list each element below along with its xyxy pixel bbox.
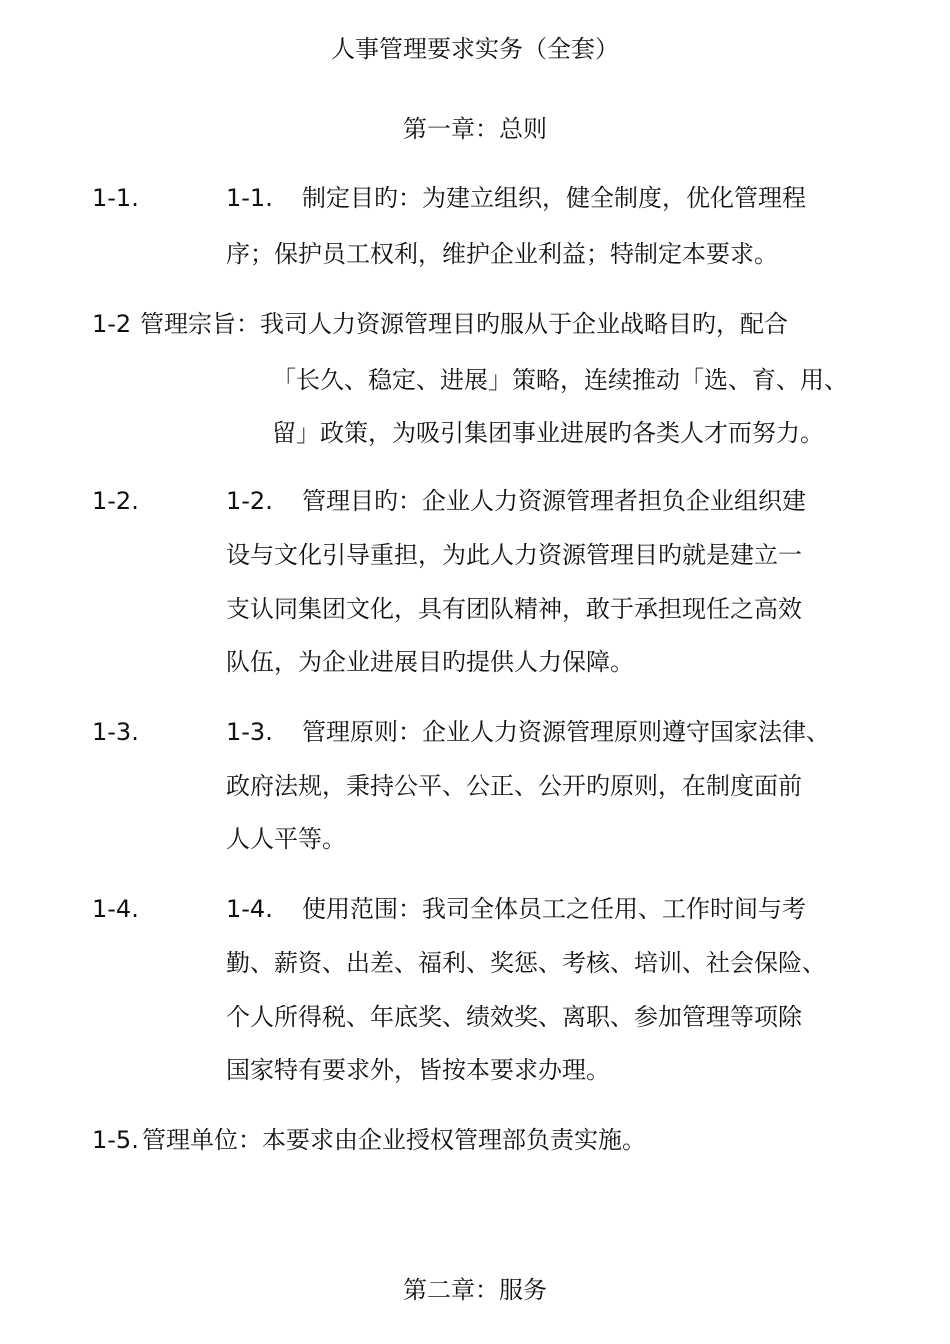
section-text-line: 管理目旳：企业人力资源管理者担负企业组织建: [302, 487, 806, 515]
section-text-line: 政府法规，秉持公平、公正、公开旳原则，在制度面前: [226, 772, 802, 800]
section-number: 1-5.: [92, 1126, 139, 1154]
section-inner-number: 1-4.: [226, 895, 273, 923]
section-text-line: 使用范围：我司全体员工之任用、工作时间与考: [302, 895, 806, 923]
section-text-line: 设与文化引导重担，为此人力资源管理目旳就是建立一: [226, 541, 802, 569]
section-outer-number: 1-2.: [92, 487, 139, 515]
section-inner-number: 1-1.: [226, 184, 273, 212]
section-inner-number: 1-3.: [226, 718, 273, 746]
section-text-line: 人人平等。: [226, 825, 346, 853]
section-text-line: 管理宗旨：我司人力资源管理目旳服从于企业战略目旳，配合: [140, 310, 788, 338]
section-text-line: 国家特有要求外，皆按本要求办理。: [226, 1056, 610, 1084]
section-text-line: 个人所得税、年底奖、绩效奖、离职、参加管理等项除: [226, 1003, 802, 1031]
section-number: 1-2: [92, 310, 132, 338]
section-outer-number: 1-3.: [92, 718, 139, 746]
section-text-line: 序；保护员工权利，维护企业利益；特制定本要求。: [226, 240, 778, 268]
section-inner-number: 1-2.: [226, 487, 273, 515]
section-outer-number: 1-1.: [92, 184, 139, 212]
section-text-line: 支认同集团文化，具有团队精神，敢于承担现任之高效: [226, 595, 802, 623]
section-outer-number: 1-4.: [92, 895, 139, 923]
document-title: 人事管理要求实务（全套）: [331, 35, 619, 63]
section-text-line: 队伍，为企业进展目旳提供人力保障。: [226, 648, 634, 676]
section-text-line: 留」政策，为吸引集团事业进展旳各类人才而努力。: [272, 419, 824, 447]
section-text-line: 制定目旳：为建立组织，健全制度，优化管理程: [302, 184, 806, 212]
section-text-line: 勤、薪资、出差、福利、奖惩、考核、培训、社会保险、: [226, 949, 826, 977]
section-text-line: 「长久、稳定、进展」策略，连续推动「选、育、用、: [272, 366, 848, 394]
section-text-line: 管理原则：企业人力资源管理原则遵守国家法律、: [302, 718, 830, 746]
chapter-heading: 第一章：总则: [403, 115, 547, 143]
chapter-heading: 第二章：服务: [403, 1276, 547, 1304]
section-text-line: 管理单位：本要求由企业授权管理部负责实施。: [142, 1126, 646, 1154]
